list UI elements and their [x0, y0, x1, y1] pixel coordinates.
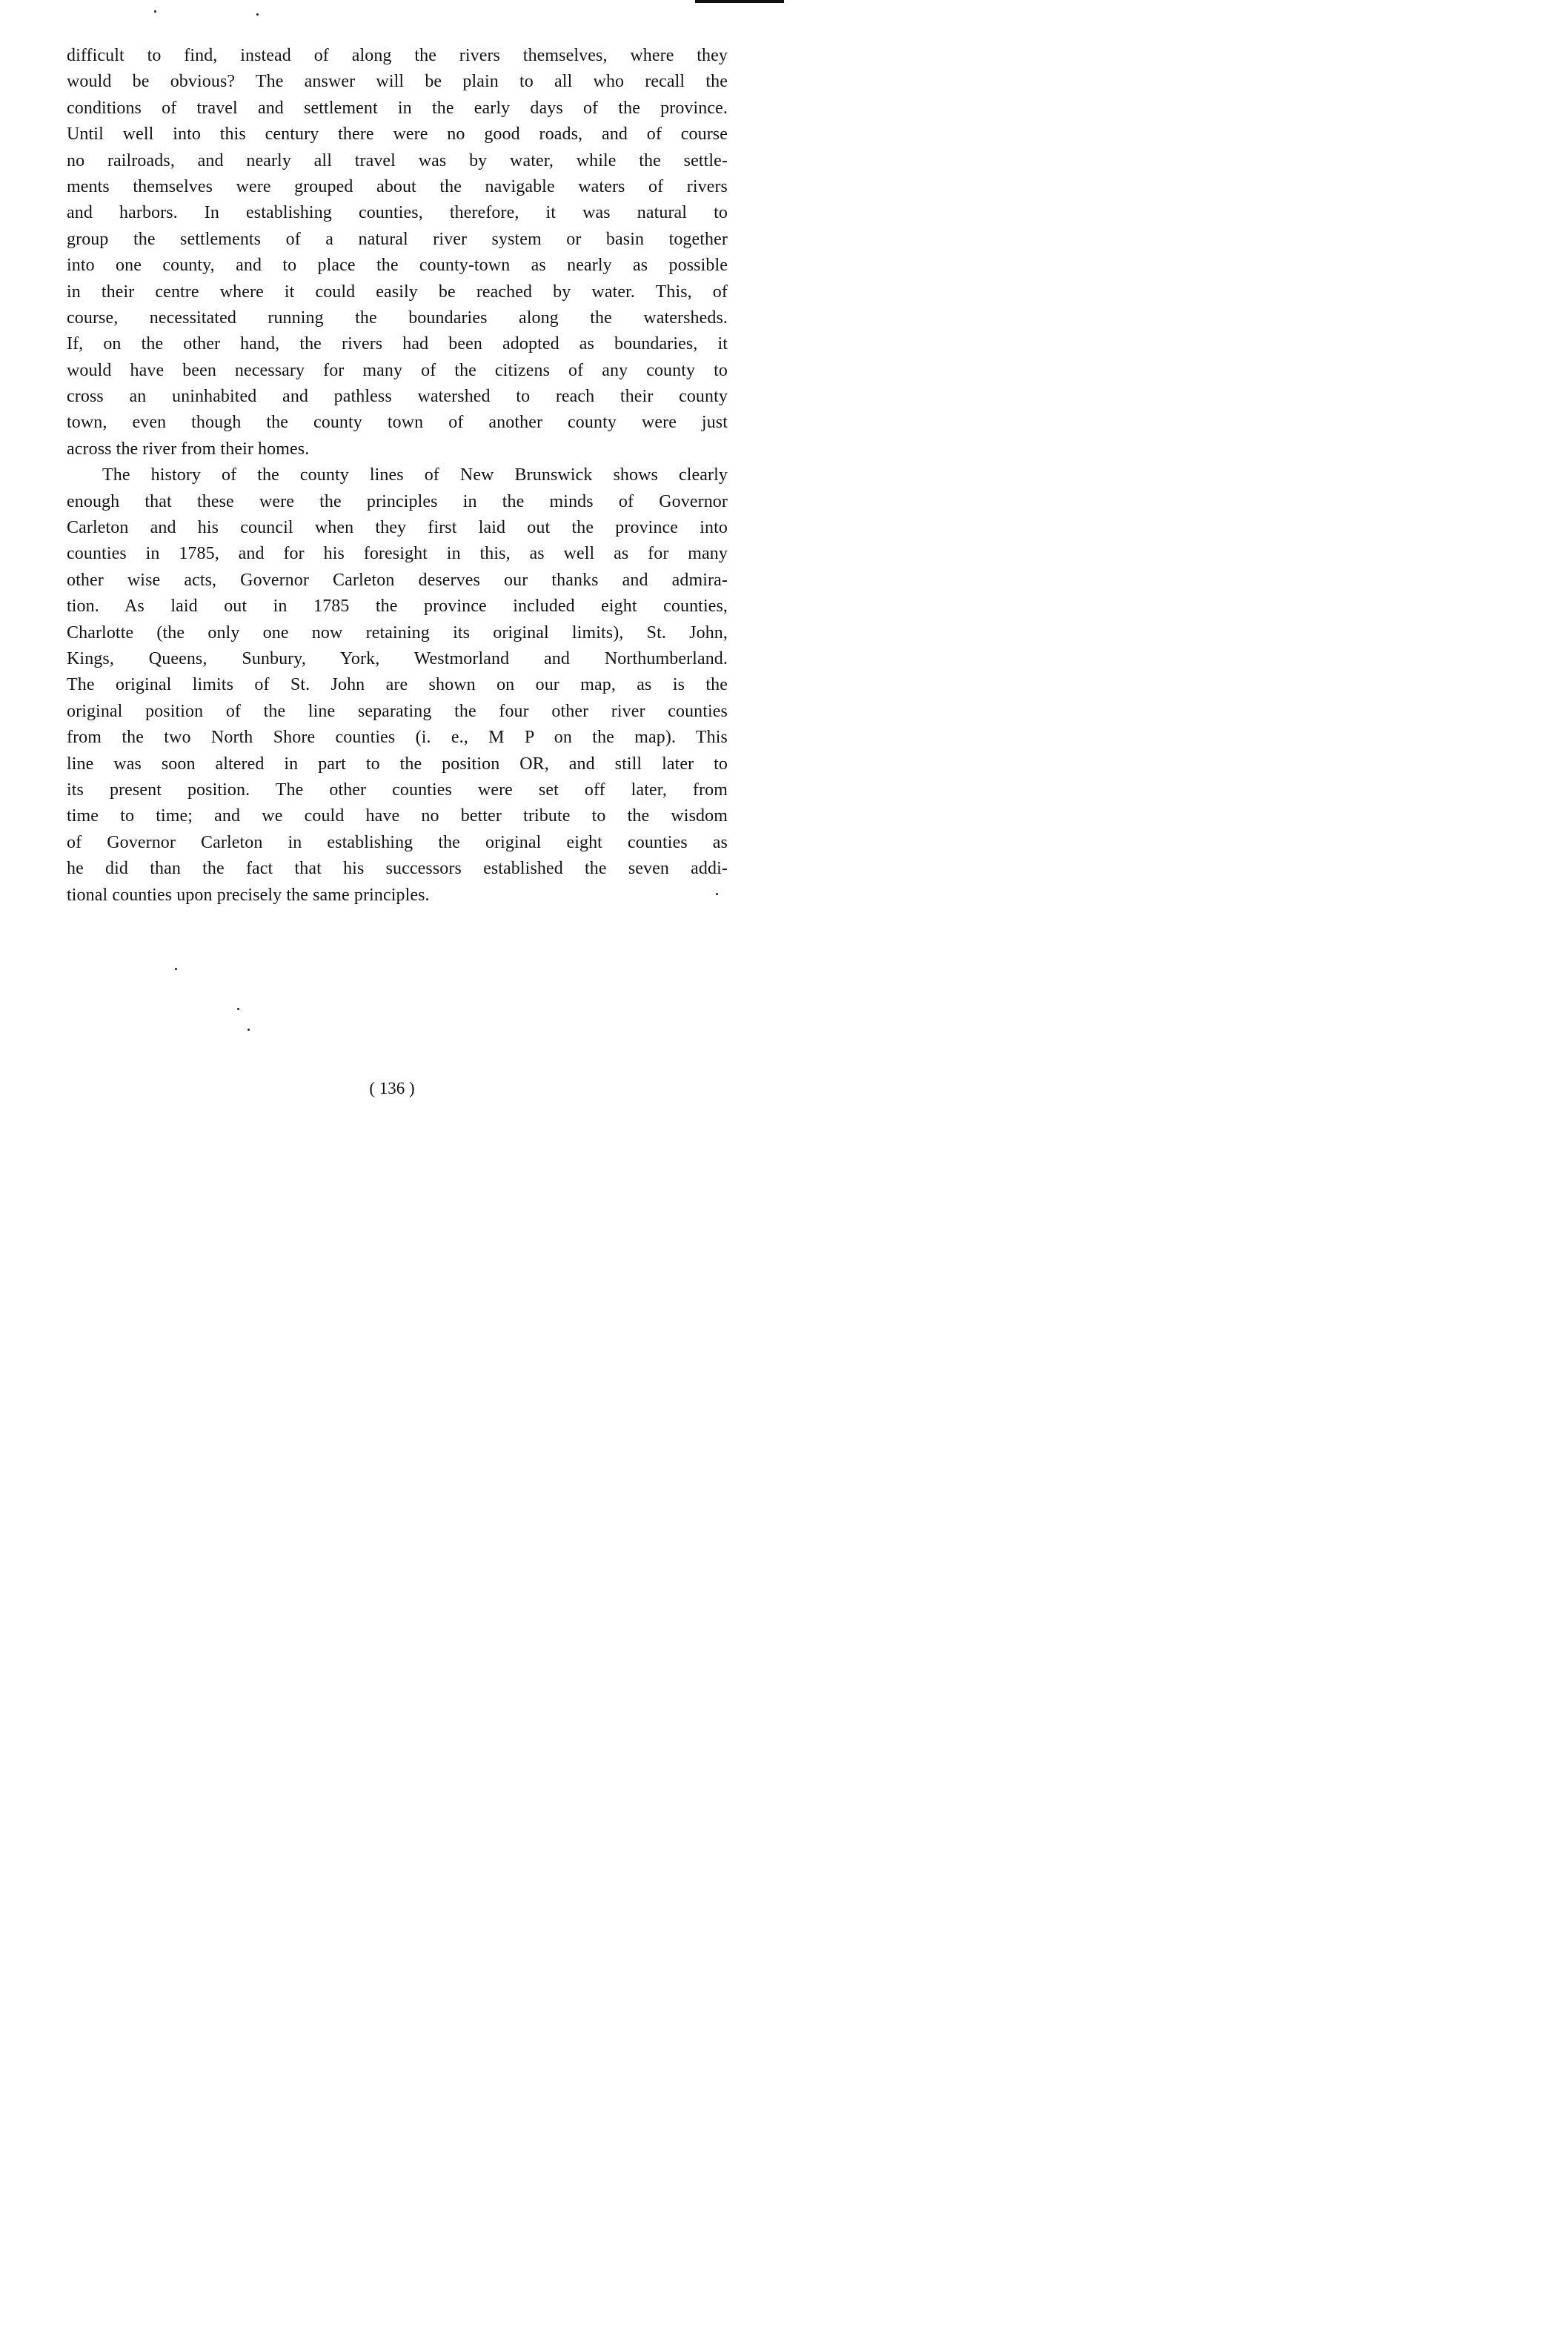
- text-line: ments themselves were grouped about the navigable waters of rivers: [67, 176, 728, 196]
- ink-speck: [175, 968, 177, 970]
- text-line: from the two North Shore counties (i. e., M P on the map). This: [67, 728, 728, 748]
- text-line: tion. As laid out in 1785 the province included eight counties,: [67, 597, 728, 617]
- text-line: into one county, and to place the county-town as nearly as possible: [67, 256, 728, 276]
- ink-speck: [154, 10, 156, 13]
- text-line: would be obvious? The answer will be plain to all who recall the: [67, 72, 728, 92]
- text-line: original position of the line separating the four other river counties: [67, 701, 728, 721]
- page-number: ( 136 ): [369, 1079, 415, 1098]
- text-line: course, necessitated running the boundaries along the watersheds.: [67, 308, 728, 328]
- text-line: in their centre where it could easily be reached by water. This, of: [67, 282, 728, 302]
- text-line: If, on the other hand, the rivers had been adopted as boundaries, it: [67, 334, 728, 354]
- text-line: The history of the county lines of New Brunswick shows clearly: [102, 465, 728, 485]
- text-line: enough that these were the principles in the minds of Governor: [67, 491, 728, 511]
- paragraph-1: [67, 43, 728, 462]
- ink-speck: [256, 13, 259, 16]
- text-line: and harbors. In establishing counties, therefore, it was natural to: [67, 203, 728, 223]
- paragraph-2: [67, 462, 728, 909]
- text-line: across the river from their homes.: [67, 439, 310, 459]
- book-page: [0, 0, 784, 1171]
- text-line: he did than the fact that his successors established the seven addi-: [67, 859, 728, 879]
- text-line: cross an uninhabited and pathless watershed to reach their county: [67, 387, 728, 407]
- text-line: of Governor Carleton in establishing the original eight counties as: [67, 832, 728, 852]
- text-line: counties in 1785, and for his foresight in this, as well as for many: [67, 544, 728, 564]
- text-line: conditions of travel and settlement in the early days of the province.: [67, 98, 728, 118]
- text-line: Kings, Queens, Sunbury, York, Westmorland and Northumberland.: [67, 648, 728, 668]
- body-text: [67, 43, 728, 909]
- text-line: Until well into this century there were no good roads, and of course: [67, 124, 728, 145]
- text-line: difficult to find, instead of along the rivers themselves, where they: [67, 46, 728, 65]
- text-line: town, even though the county town of another county were just: [67, 413, 728, 433]
- text-line: tional counties upon precisely the same principles.: [67, 885, 430, 905]
- text-line: its present position. The other counties were set off later, from: [67, 780, 728, 800]
- text-line: Carleton and his council when they first laid out the province into: [67, 518, 728, 538]
- text-line: no railroads, and nearly all travel was by water, while the settle-: [67, 150, 728, 170]
- ink-speck: [248, 1029, 250, 1031]
- text-line: group the settlements of a natural river system or basin together: [67, 229, 728, 249]
- text-line: The original limits of St. John are shown on our map, as is the: [67, 675, 728, 695]
- text-line: Charlotte (the only one now retaining its original limits), St. John,: [67, 622, 728, 642]
- top-rule: [695, 0, 784, 3]
- text-line: line was soon altered in part to the position OR, and still later to: [67, 754, 728, 774]
- ink-speck: [237, 1008, 239, 1010]
- text-line: time to time; and we could have no better tribute to the wisdom: [67, 806, 728, 826]
- text-line: other wise acts, Governor Carleton deserves our thanks and admira-: [67, 570, 728, 590]
- text-line: would have been necessary for many of the citizens of any county to: [67, 360, 728, 380]
